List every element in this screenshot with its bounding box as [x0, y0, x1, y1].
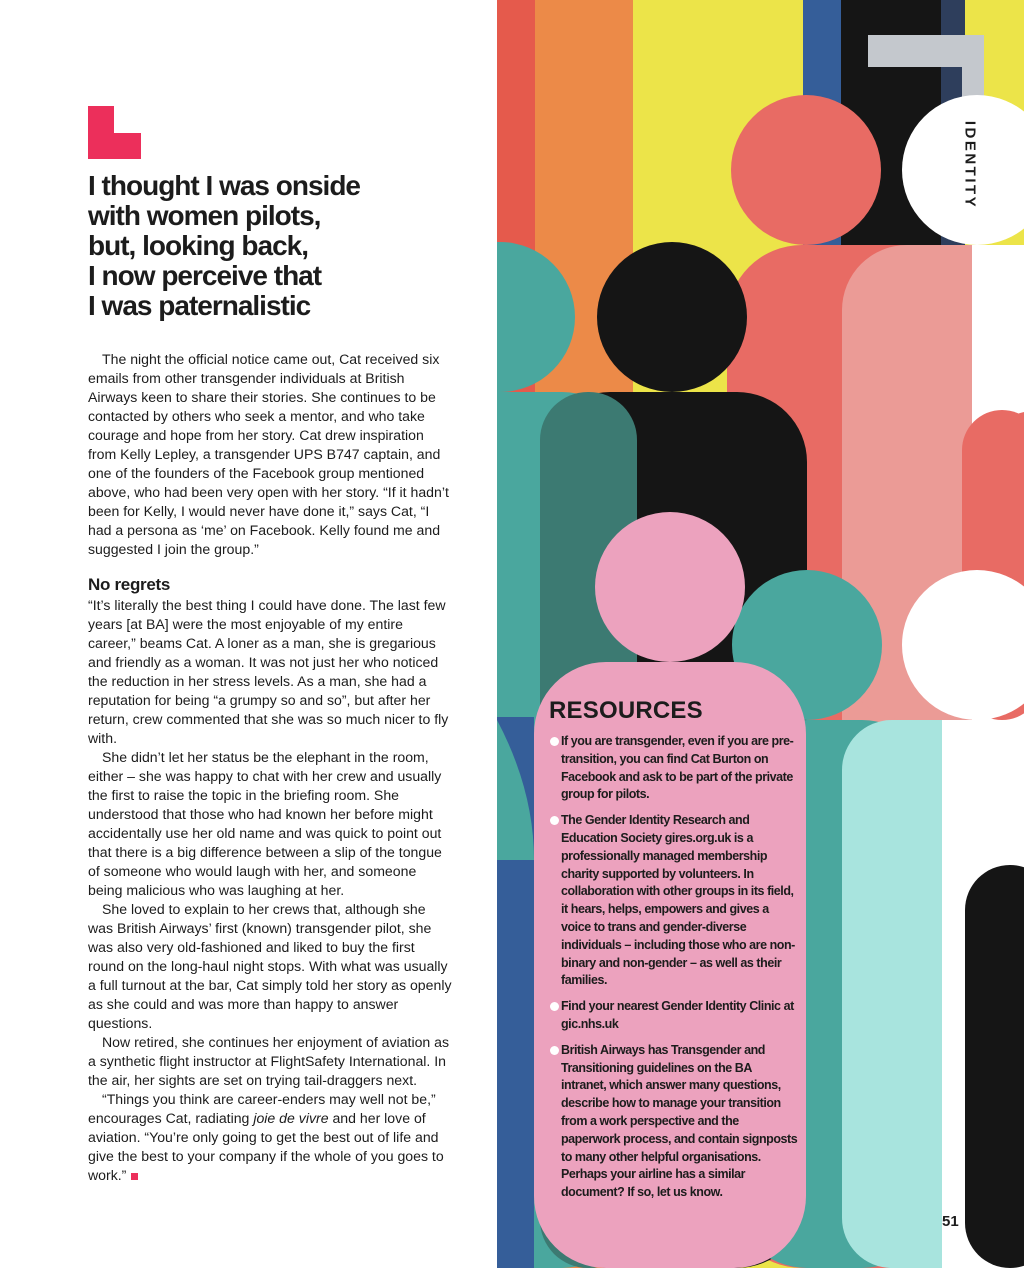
bullet-icon: [550, 1002, 559, 1011]
final-text-start: “Things you think are career-enders may well not be,” encourages Cat, radiating: [88, 1091, 436, 1126]
resource-link[interactable]: gires.org.uk: [664, 830, 731, 845]
body-paragraph: Now retired, she continues her enjoyment of aviation as a synthetic flight instructor at FlightSafety International. In the air, her sights are set on trying tail-draggers next.: [88, 1034, 450, 1088]
resource-item: [537, 1042, 799, 1202]
article-column: [0, 0, 497, 1268]
resource-text: is a professionally managed membership charity supported by volunteers. In collaboration with other groups in its field, it hears, helps, empowers and gives a voice to trans and gender-diverse individuals – including those who are non-binary and non-gender – as well as their families.: [561, 830, 795, 988]
final-paragraph: [88, 1090, 452, 1185]
end-mark-icon: [131, 1173, 138, 1180]
resources-box: [537, 697, 799, 1210]
body-paragraph: “It’s literally the best thing I could have done. The last few years [at BA] were the most enjoyable of my entire career,” beams Cat. A loner as a man, she is gregarious and friendly as a woman. It was not just her who noticed the reduction in her stress levels. As a man, she had a reputation for being “a grumpy so and so”, but after her return, crew commented that she was so much nicer to fly with.: [88, 597, 449, 746]
pull-quote-line: I thought I was onside: [88, 170, 360, 201]
bullet-icon: [550, 737, 559, 746]
quote-mark-icon: [88, 106, 141, 159]
resource-item: [537, 998, 799, 1034]
body-paragraph: She loved to explain to her crews that, although she was British Airways’ first (known) transgender pilot, she was also very old-fashioned and liked to buy the first round on the long-haul night stops. With what was usually a full turnout at the bar, Cat simply told her story as openly as she could and was more than happy to answer questions.: [88, 901, 452, 1031]
body-paragraph: The night the official notice came out, Cat received six emails from other transgender individuals at British Airways keen to share their stories. She continues to be contacted by others who seek a mentor, and who take courage and hope from her story. Cat drew inspiration from Kelly Lepley, a transgender UPS B747 captain, and one of the founders of the Facebook group mentioned above, who had been very open with her story. “If it hadn’t been for Kelly, I would never have done it,” says Cat, “I had a persona as ‘me’ on Facebook. Kelly found me and suggested I join the group.”: [88, 351, 449, 557]
pull-quote-line: but, looking back,: [88, 230, 309, 261]
bullet-icon: [550, 1046, 559, 1055]
final-text-end: and her love of aviation. “You’re only going to get the best out of life and give the best to your company if the whole of you goes to work.”: [88, 1110, 444, 1183]
pull-quote: [88, 171, 448, 321]
resource-text: If you are transgender, even if you are pre-transition, you can find Cat Burton on Facebook and ask to be part of the private group for pilots.: [561, 734, 794, 802]
resource-text: Find your nearest Gender Identity Clinic at: [561, 999, 794, 1014]
intro-text: [88, 350, 452, 559]
pull-quote-line: I was paternalistic: [88, 290, 311, 321]
section-tag-label: IDENTITY: [961, 120, 979, 210]
resource-item: [537, 733, 799, 804]
resource-text: British Airways has Transgender and Transitioning guidelines on the BA intranet, which answer many questions, describe how to manage your transition from a work perspective and the paperwork process, and contain signposts to many other helpful organisations. Perhaps your airline has a similar document? If so, let us know.: [561, 1042, 798, 1200]
page-number: 51: [942, 1213, 959, 1230]
pull-quote-line: I now perceive that: [88, 260, 322, 291]
body-text: [88, 596, 452, 1185]
italic-phrase: joie de vivre: [253, 1110, 329, 1126]
resource-text: The Gender Identity Research and Education Society: [561, 813, 750, 845]
body-paragraph: She didn’t let her status be the elephant in the room, either – she was happy to chat with her crew and usually the first to raise the topic in the briefing room. She understood that those who had known her before might accidentally use her old name and was quick to point out that there is a big difference between a slip of the tongue of someone who would laugh with her, and someone being malicious who was laughing at her.: [88, 749, 442, 898]
subheading: No regrets: [88, 575, 171, 594]
resource-link[interactable]: gic.nhs.uk: [561, 1016, 619, 1031]
bullet-icon: [550, 816, 559, 825]
pull-quote-line: with women pilots,: [88, 200, 321, 231]
section-tag: [955, 110, 985, 230]
resources-heading: RESOURCES: [549, 697, 703, 724]
resource-item: [537, 812, 799, 990]
